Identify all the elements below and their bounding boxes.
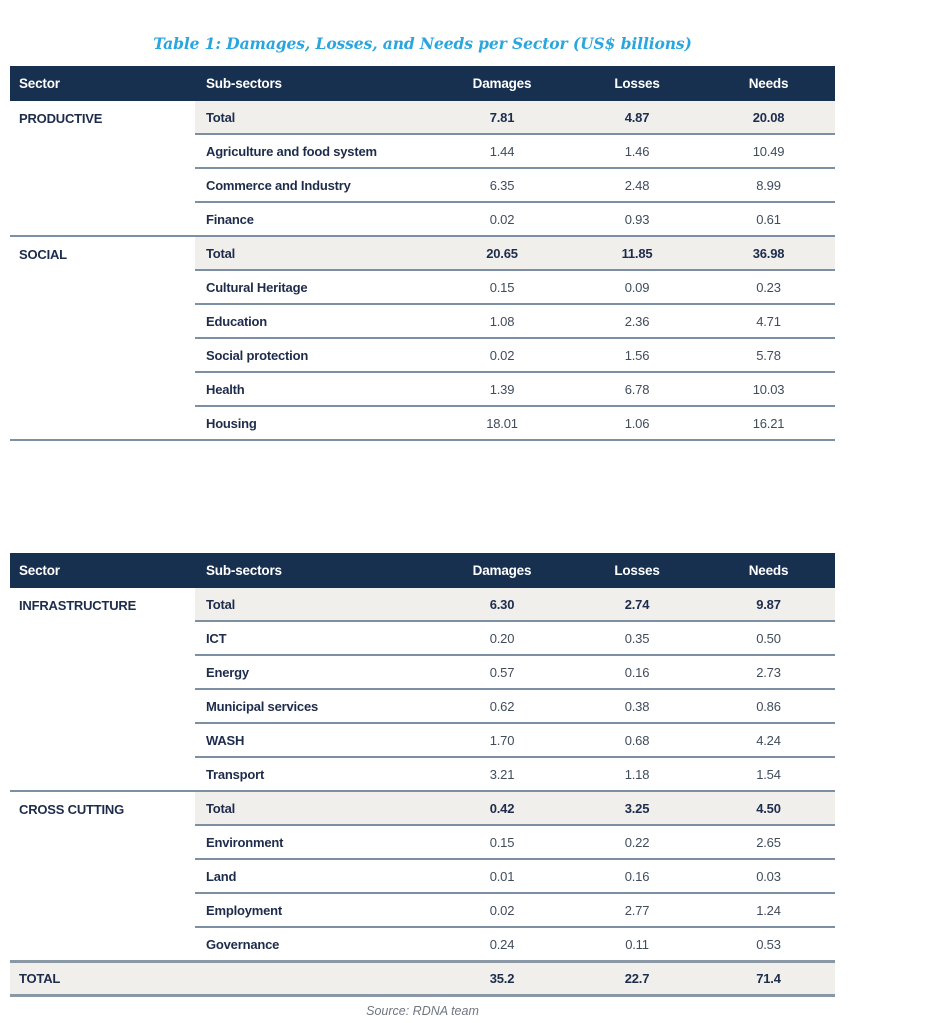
table-caption: Table 1: Damages, Losses, and Needs per Sector (US$ billions) — [153, 34, 692, 53]
losses-value: 6.78 — [572, 372, 702, 406]
damages-value: 0.02 — [432, 202, 572, 236]
subsector-cell: Total — [195, 791, 432, 825]
damages-value: 0.02 — [432, 893, 572, 927]
losses-value: 0.09 — [572, 270, 702, 304]
needs-value: 9.87 — [702, 588, 835, 621]
damages-value: 20.65 — [432, 236, 572, 270]
damages-value: 0.02 — [432, 338, 572, 372]
table-row — [10, 791, 835, 825]
column-header-needs: Needs — [702, 66, 835, 101]
losses-value: 0.35 — [572, 621, 702, 655]
column-header-sub-sectors: Sub-sectors — [195, 66, 432, 101]
damages-value: 3.21 — [432, 757, 572, 791]
needs-value: 0.23 — [702, 270, 835, 304]
losses-value: 0.16 — [572, 859, 702, 893]
needs-value: 0.03 — [702, 859, 835, 893]
subsector-cell: Land — [195, 859, 432, 893]
subsector-cell: Energy — [195, 655, 432, 689]
source-note: Source: RDNA team — [366, 1004, 479, 1018]
grand-total-damages-value: 35.2 — [432, 962, 572, 996]
needs-value: 4.24 — [702, 723, 835, 757]
subsector-cell: Transport — [195, 757, 432, 791]
sector-cell: PRODUCTIVE — [10, 101, 195, 236]
needs-value: 8.99 — [702, 168, 835, 202]
subsector-cell: Total — [195, 236, 432, 270]
column-header-losses: Losses — [572, 66, 702, 101]
losses-value: 2.48 — [572, 168, 702, 202]
subsector-cell: Finance — [195, 202, 432, 236]
tables-container — [0, 66, 934, 997]
needs-value: 20.08 — [702, 101, 835, 134]
needs-value: 10.03 — [702, 372, 835, 406]
column-header-damages: Damages — [432, 553, 572, 588]
sector-cell: CROSS CUTTING — [10, 791, 195, 962]
damages-value: 6.30 — [432, 588, 572, 621]
subsector-cell: Housing — [195, 406, 432, 440]
losses-value: 2.36 — [572, 304, 702, 338]
needs-value: 2.73 — [702, 655, 835, 689]
damages-value: 1.70 — [432, 723, 572, 757]
losses-value: 11.85 — [572, 236, 702, 270]
table-row — [10, 236, 835, 270]
column-header-damages: Damages — [432, 66, 572, 101]
sector-cell: INFRASTRUCTURE — [10, 588, 195, 791]
damages-value: 6.35 — [432, 168, 572, 202]
needs-value: 4.71 — [702, 304, 835, 338]
table-row — [10, 101, 835, 134]
losses-value: 1.06 — [572, 406, 702, 440]
subsector-cell: Employment — [195, 893, 432, 927]
losses-value: 0.16 — [572, 655, 702, 689]
grand-total-label: TOTAL — [10, 962, 432, 996]
damages-value: 1.08 — [432, 304, 572, 338]
needs-value: 1.24 — [702, 893, 835, 927]
losses-value: 0.22 — [572, 825, 702, 859]
needs-value: 10.49 — [702, 134, 835, 168]
damages-value: 0.15 — [432, 270, 572, 304]
subsector-cell: Environment — [195, 825, 432, 859]
damages-value: 1.39 — [432, 372, 572, 406]
subsector-cell: Total — [195, 101, 432, 134]
needs-value: 0.50 — [702, 621, 835, 655]
table-row — [10, 588, 835, 621]
column-header-losses: Losses — [572, 553, 702, 588]
needs-value: 36.98 — [702, 236, 835, 270]
losses-value: 1.18 — [572, 757, 702, 791]
subsector-cell: Agriculture and food system — [195, 134, 432, 168]
sector-table-1 — [10, 66, 835, 441]
damages-value: 18.01 — [432, 406, 572, 440]
losses-value: 0.11 — [572, 927, 702, 962]
needs-value: 0.86 — [702, 689, 835, 723]
header-row — [10, 553, 835, 588]
losses-value: 0.38 — [572, 689, 702, 723]
damages-value: 0.57 — [432, 655, 572, 689]
needs-value: 0.53 — [702, 927, 835, 962]
damages-value: 0.01 — [432, 859, 572, 893]
subsector-cell: Total — [195, 588, 432, 621]
damages-value: 0.15 — [432, 825, 572, 859]
losses-value: 1.56 — [572, 338, 702, 372]
damages-value: 0.62 — [432, 689, 572, 723]
grand-total-needs-value: 71.4 — [702, 962, 835, 996]
subsector-cell: Commerce and Industry — [195, 168, 432, 202]
subsector-cell: Cultural Heritage — [195, 270, 432, 304]
needs-value: 4.50 — [702, 791, 835, 825]
damages-value: 0.20 — [432, 621, 572, 655]
losses-value: 2.74 — [572, 588, 702, 621]
damages-value: 1.44 — [432, 134, 572, 168]
column-header-sub-sectors: Sub-sectors — [195, 553, 432, 588]
needs-value: 1.54 — [702, 757, 835, 791]
subsector-cell: Social protection — [195, 338, 432, 372]
subsector-cell: Health — [195, 372, 432, 406]
subsector-cell: Governance — [195, 927, 432, 962]
subsector-cell: Education — [195, 304, 432, 338]
grand-total-row — [10, 962, 835, 996]
column-header-sector: Sector — [10, 66, 195, 101]
losses-value: 0.93 — [572, 202, 702, 236]
subsector-cell: WASH — [195, 723, 432, 757]
column-header-sector: Sector — [10, 553, 195, 588]
damages-value: 0.42 — [432, 791, 572, 825]
grand-total-losses-value: 22.7 — [572, 962, 702, 996]
sector-cell: SOCIAL — [10, 236, 195, 440]
losses-value: 3.25 — [572, 791, 702, 825]
subsector-cell: Municipal services — [195, 689, 432, 723]
needs-value: 0.61 — [702, 202, 835, 236]
needs-value: 16.21 — [702, 406, 835, 440]
damages-value: 7.81 — [432, 101, 572, 134]
losses-value: 0.68 — [572, 723, 702, 757]
losses-value: 4.87 — [572, 101, 702, 134]
damages-value: 0.24 — [432, 927, 572, 962]
column-header-needs: Needs — [702, 553, 835, 588]
subsector-cell: ICT — [195, 621, 432, 655]
header-row — [10, 66, 835, 101]
sector-table-2 — [10, 553, 835, 997]
needs-value: 2.65 — [702, 825, 835, 859]
losses-value: 2.77 — [572, 893, 702, 927]
losses-value: 1.46 — [572, 134, 702, 168]
needs-value: 5.78 — [702, 338, 835, 372]
